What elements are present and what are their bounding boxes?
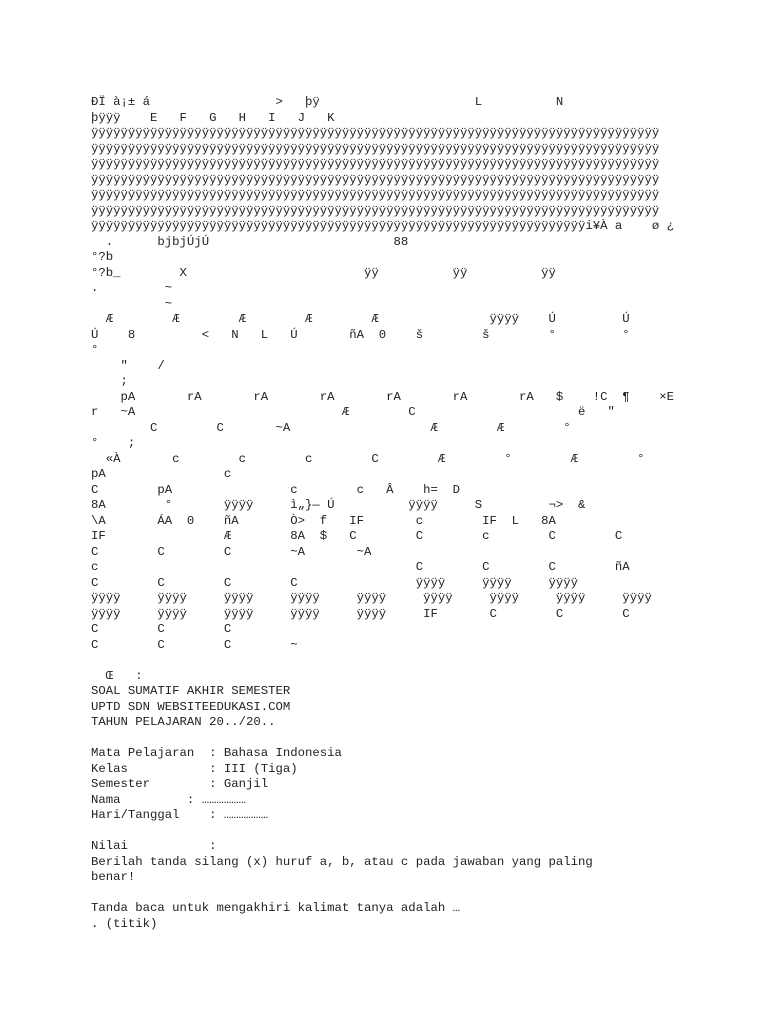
filler-garbled-line: ÿÿÿÿÿÿÿÿÿÿÿÿÿÿÿÿÿÿÿÿÿÿÿÿÿÿÿÿÿÿÿÿÿÿÿÿÿÿÿÿÿÿÿÿÿÿÿÿÿÿÿÿÿÿÿÿÿÿÿÿÿÿÿÿÿÿÿÿÿÿÿÿÿÿÿÿÿ [91, 172, 660, 187]
filler-garbled-line: ÿÿÿÿÿÿÿÿÿÿÿÿÿÿÿÿÿÿÿÿÿÿÿÿÿÿÿÿÿÿÿÿÿÿÿÿÿÿÿÿÿÿÿÿÿÿÿÿÿÿÿÿÿÿÿÿÿÿÿÿÿÿÿÿÿÿÿÿÿÿÿÿÿÿÿÿÿ [91, 188, 660, 202]
binary-garbled-line: c C C C ñA [91, 560, 630, 574]
score-field [91, 824, 731, 840]
binary-garbled-line: C C C C ÿÿÿÿ ÿÿÿÿ ÿÿÿÿ [91, 575, 579, 590]
academic-year: UPTD SDN WEBSITEEDUKASI.COM [91, 699, 291, 714]
filler-garbled-line: ÿÿÿÿÿÿÿÿÿÿÿÿÿÿÿÿÿÿÿÿÿÿÿÿÿÿÿÿÿÿÿÿÿÿÿÿÿÿÿÿÿÿÿÿÿÿÿÿÿÿÿÿÿÿÿÿÿÿÿÿÿÿÿÿÿÿÿi¥À a ø ¿ [91, 219, 674, 233]
document-body [91, 95, 731, 932]
header-garbled-line: ÐÏ à¡± á > þÿ L N [91, 95, 564, 109]
instruction-text: Nilai : [91, 839, 217, 853]
date-field: Nama : ……………… [91, 792, 246, 807]
blank-line: benar! [91, 870, 136, 884]
binary-garbled-line: . ~ [91, 281, 173, 295]
binary-garbled-line: Æ Æ Æ Æ Æ ÿÿÿÿ Ú Ú [91, 312, 630, 326]
filler-garbled-line: ÿÿÿÿÿÿÿÿÿÿÿÿÿÿÿÿÿÿÿÿÿÿÿÿÿÿÿÿÿÿÿÿÿÿÿÿÿÿÿÿÿÿÿÿÿÿÿÿÿÿÿÿÿÿÿÿÿÿÿÿÿÿÿÿÿÿÿÿÿÿÿÿÿÿÿÿÿ [91, 141, 660, 156]
binary-garbled-line: pA rA rA rA rA rA rA $ !C ¶ ×E [91, 389, 674, 404]
school-name: SOAL SUMATIF AKHIR SEMESTER [91, 684, 291, 698]
binary-garbled-line: C C ~A Æ Æ ° [91, 420, 571, 435]
binary-garbled-line: Ú 8 < N L Ú ñA 0 š š ° ° [91, 327, 630, 342]
binary-garbled-line: ~ [91, 296, 173, 311]
header-garbled-line: þÿÿÿ E F G H I J K [91, 110, 335, 125]
binary-garbled-line: «À c c c C Æ ° Æ ° [91, 451, 645, 466]
exam-title: Œ : [91, 668, 143, 683]
binary-garbled-line: IF Æ 8A $ C C c C C [91, 529, 623, 543]
filler-garbled-line: ÿÿÿÿÿÿÿÿÿÿÿÿÿÿÿÿÿÿÿÿÿÿÿÿÿÿÿÿÿÿÿÿÿÿÿÿÿÿÿÿÿÿÿÿÿÿÿÿÿÿÿÿÿÿÿÿÿÿÿÿÿÿÿÿÿÿÿÿÿÿÿÿÿÿÿÿÿ [91, 126, 660, 140]
binary-garbled-line [91, 653, 731, 669]
instruction-text: Berilah tanda silang (x) huruf a, b, atau c pada jawaban yang paling [91, 854, 593, 869]
binary-garbled-line: ÿÿÿÿ ÿÿÿÿ ÿÿÿÿ ÿÿÿÿ ÿÿÿÿ ÿÿÿÿ ÿÿÿÿ ÿÿÿÿ ÿÿÿÿ [91, 591, 652, 605]
binary-garbled-line: C C C ~A ~A [91, 544, 372, 559]
binary-garbled-line: r ~A Æ C ë " [91, 405, 615, 419]
binary-garbled-line: ÿÿÿÿ ÿÿÿÿ ÿÿÿÿ ÿÿÿÿ ÿÿÿÿ IF C C C [91, 606, 630, 621]
binary-garbled-line: °?b_ X ÿÿ ÿÿ ÿÿ [91, 265, 556, 280]
binary-garbled-line: C pA c c Â h= D [91, 482, 460, 497]
binary-garbled-line: ° [91, 343, 99, 357]
binary-garbled-line: ° ; [91, 436, 136, 450]
subject-field [91, 731, 731, 747]
filler-garbled-line: ÿÿÿÿÿÿÿÿÿÿÿÿÿÿÿÿÿÿÿÿÿÿÿÿÿÿÿÿÿÿÿÿÿÿÿÿÿÿÿÿÿÿÿÿÿÿÿÿÿÿÿÿÿÿÿÿÿÿÿÿÿÿÿÿÿÿÿÿÿÿÿÿÿÿÿÿÿ [91, 203, 660, 218]
binary-garbled-line: . bjbjÚjÚ 88 [91, 234, 409, 249]
blank-line: TAHUN PELAJARAN 20../20.. [91, 715, 276, 729]
name-field: Semester : Ganjil [91, 777, 269, 791]
binary-garbled-line: pA c [91, 467, 232, 481]
binary-garbled-line: ; [91, 374, 128, 388]
binary-garbled-line: 8A ° ÿÿÿÿ ì„}— Ú ÿÿÿÿ S ¬> & [91, 498, 586, 512]
answer-option: Tanda baca untuk mengakhiri kalimat tanya adalah … [91, 901, 460, 915]
blank-line: Hari/Tanggal : ……………… [91, 808, 269, 822]
binary-garbled-line: \A ÁA 0 ñA Ò> f IF c IF L 8A [91, 513, 556, 528]
answer-option: . (titik) [91, 916, 158, 931]
filler-garbled-line: ÿÿÿÿÿÿÿÿÿÿÿÿÿÿÿÿÿÿÿÿÿÿÿÿÿÿÿÿÿÿÿÿÿÿÿÿÿÿÿÿÿÿÿÿÿÿÿÿÿÿÿÿÿÿÿÿÿÿÿÿÿÿÿÿÿÿÿÿÿÿÿÿÿÿÿÿÿ [91, 157, 660, 171]
binary-garbled-line: °?b [91, 250, 114, 264]
blank-line: C C C ~ [91, 637, 298, 652]
class-field: Mata Pelajaran : Bahasa Indonesia [91, 746, 342, 760]
question-text [91, 886, 731, 902]
binary-garbled-line: " / [91, 358, 165, 373]
binary-garbled-line: C C C [91, 622, 232, 636]
semester-field: Kelas : III (Tiga) [91, 761, 298, 776]
